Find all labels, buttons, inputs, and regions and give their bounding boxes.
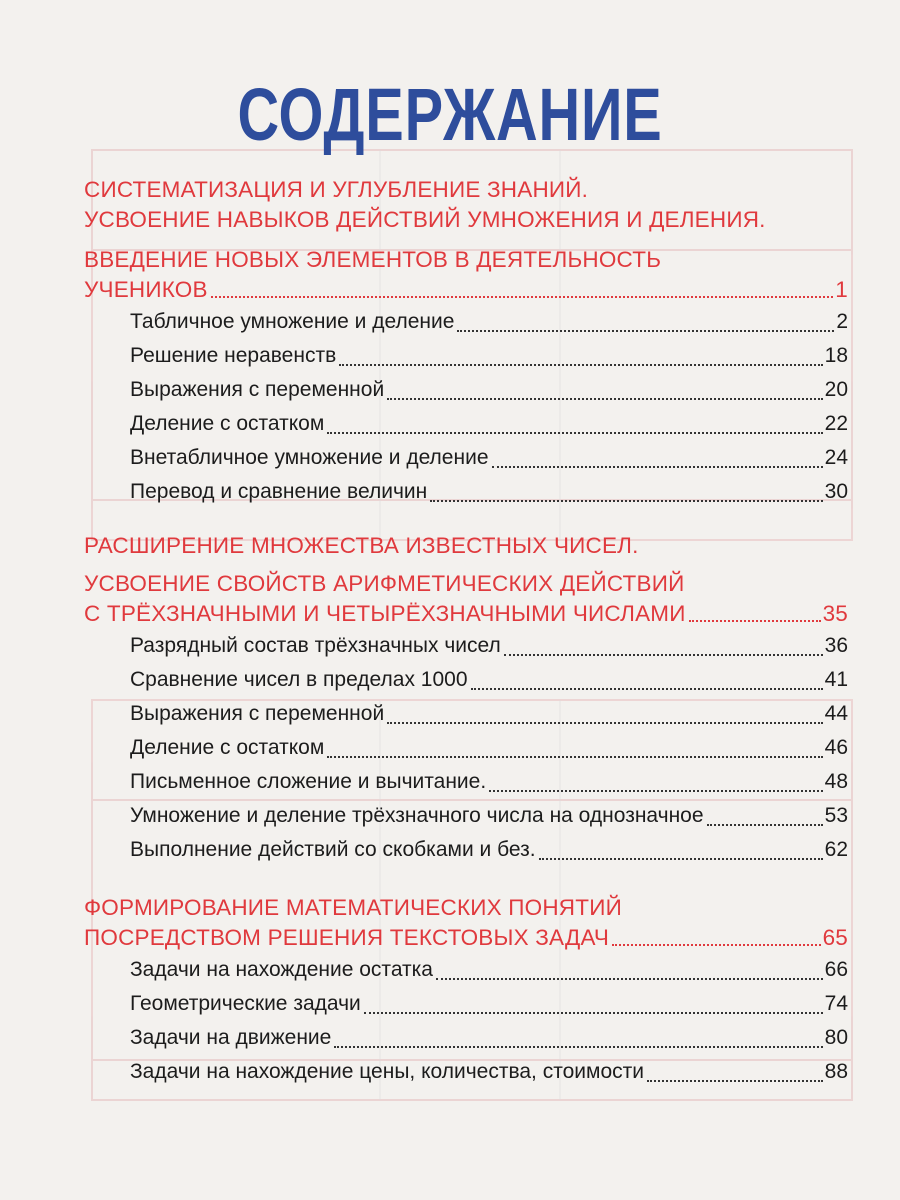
page-number: 44 [824,702,848,725]
page-number: 22 [824,412,848,435]
toc-item[interactable] [84,765,848,799]
toc-item-label: Геометрические задачи [130,992,361,1015]
dot-leader [327,432,822,434]
toc-item-label: Задачи на движение [130,1026,332,1049]
page-number: 80 [824,1026,848,1049]
page-number: 66 [824,958,848,981]
toc-item-label: Выражения с переменной [130,378,385,401]
page-number: 65 [822,925,848,950]
toc-item-label: Деление с остатком [130,412,325,435]
page-number: 1 [835,277,848,302]
dot-leader [707,824,823,826]
page-number: 36 [824,634,848,657]
dot-leader [457,330,834,332]
dot-leader [334,1046,822,1048]
dot-leader [211,296,834,298]
dot-leader [364,1012,823,1014]
toc-item[interactable] [84,1021,848,1055]
section-heading-line: СИСТЕМАТИЗАЦИЯ И УГЛУБЛЕНИЕ ЗНАНИЙ. [84,177,589,202]
dot-leader [689,620,821,622]
dot-leader [430,500,822,502]
toc-item-label: Внетабличное умножение и деление [130,446,489,469]
dot-leader [539,858,823,860]
toc-item[interactable] [84,799,848,833]
page-number: 2 [836,310,848,333]
section-heading-line: УСВОЕНИЕ НАВЫКОВ ДЕЙСТВИЙ УМНОЖЕНИЯ И ДЕЛЕНИЯ. [84,207,766,232]
page-number: 30 [824,480,848,503]
toc-item-label: Разрядный состав трёхзначных чисел [130,634,501,657]
toc-item-label: Табличное умножение и деление [130,310,455,333]
section-heading [84,893,848,953]
page-number: 62 [824,838,848,861]
section-entry[interactable] [84,923,848,953]
toc-item[interactable] [84,953,848,987]
toc-item[interactable] [84,987,848,1021]
dot-leader [612,944,820,946]
toc-item[interactable] [84,663,848,697]
toc-item-label: Умножение и деление трёхзначного числа на однозначное [130,804,704,827]
toc-item[interactable] [84,833,848,867]
section-heading-line: ВВЕДЕНИЕ НОВЫХ ЭЛЕМЕНТОВ В ДЕЯТЕЛЬНОСТЬ [84,247,662,272]
toc-item[interactable] [84,407,848,441]
page-number: 46 [824,736,848,759]
toc-item-label: Сравнение чисел в пределах 1000 [130,668,468,691]
page-number: 88 [824,1060,848,1083]
dot-leader [387,722,822,724]
toc-item-label: Перевод и сравнение величин [130,480,428,503]
page-title: СОДЕРЖАНИЕ [237,73,663,156]
toc-item[interactable] [84,305,848,339]
section-entry[interactable] [84,599,848,629]
toc-item-label: Задачи на нахождение цены, количества, стоимости [130,1060,644,1083]
dot-leader [504,654,823,656]
page-number: 74 [824,992,848,1015]
toc-item[interactable] [84,475,848,509]
dot-leader [489,790,822,792]
dot-leader [327,756,822,758]
section-heading [84,531,848,561]
section-heading [84,245,848,305]
toc-item-label: Деление с остатком [130,736,325,759]
section-heading-line: УЧЕНИКОВ [84,277,208,302]
toc-item-label: Выражения с переменной [130,702,385,725]
section-heading-line: ПОСРЕДСТВОМ РЕШЕНИЯ ТЕКСТОВЫХ ЗАДАЧ [84,925,610,950]
page-number: 41 [824,668,848,691]
page-number: 24 [824,446,848,469]
page-number: 53 [824,804,848,827]
toc-item[interactable] [84,697,848,731]
section-entry[interactable] [84,275,848,305]
dot-leader [436,978,823,980]
toc-item[interactable] [84,629,848,663]
toc-item[interactable] [84,339,848,373]
toc-item-label: Выполнение действий со скобками и без. [130,838,536,861]
page-number: 20 [824,378,848,401]
dot-leader [471,688,823,690]
page-number: 18 [824,344,848,367]
toc-item-label: Решение неравенств [130,344,337,367]
table-of-contents [84,175,848,1089]
page-number: 35 [822,601,848,626]
dot-leader [647,1080,823,1082]
section-heading-line: УСВОЕНИЕ СВОЙСТВ АРИФМЕТИЧЕСКИХ ДЕЙСТВИЙ [84,571,685,596]
section-heading [84,569,848,629]
page-number: 48 [824,770,848,793]
toc-item[interactable] [84,373,848,407]
toc-item[interactable] [84,441,848,475]
dot-leader [339,364,822,366]
dot-leader [387,398,822,400]
toc-item-label: Письменное сложение и вычитание. [130,770,487,793]
dot-leader [492,466,823,468]
section-heading-line: С ТРЁХЗНАЧНЫМИ И ЧЕТЫРЁХЗНАЧНЫМИ ЧИСЛАМИ [84,601,686,626]
section-heading-line: ФОРМИРОВАНИЕ МАТЕМАТИЧЕСКИХ ПОНЯТИЙ [84,895,622,920]
section-heading-line: РАСШИРЕНИЕ МНОЖЕСТВА ИЗВЕСТНЫХ ЧИСЕЛ. [84,533,639,558]
toc-item[interactable] [84,1055,848,1089]
section-heading [84,175,848,235]
toc-item-label: Задачи на нахождение остатка [130,958,433,981]
toc-item[interactable] [84,731,848,765]
